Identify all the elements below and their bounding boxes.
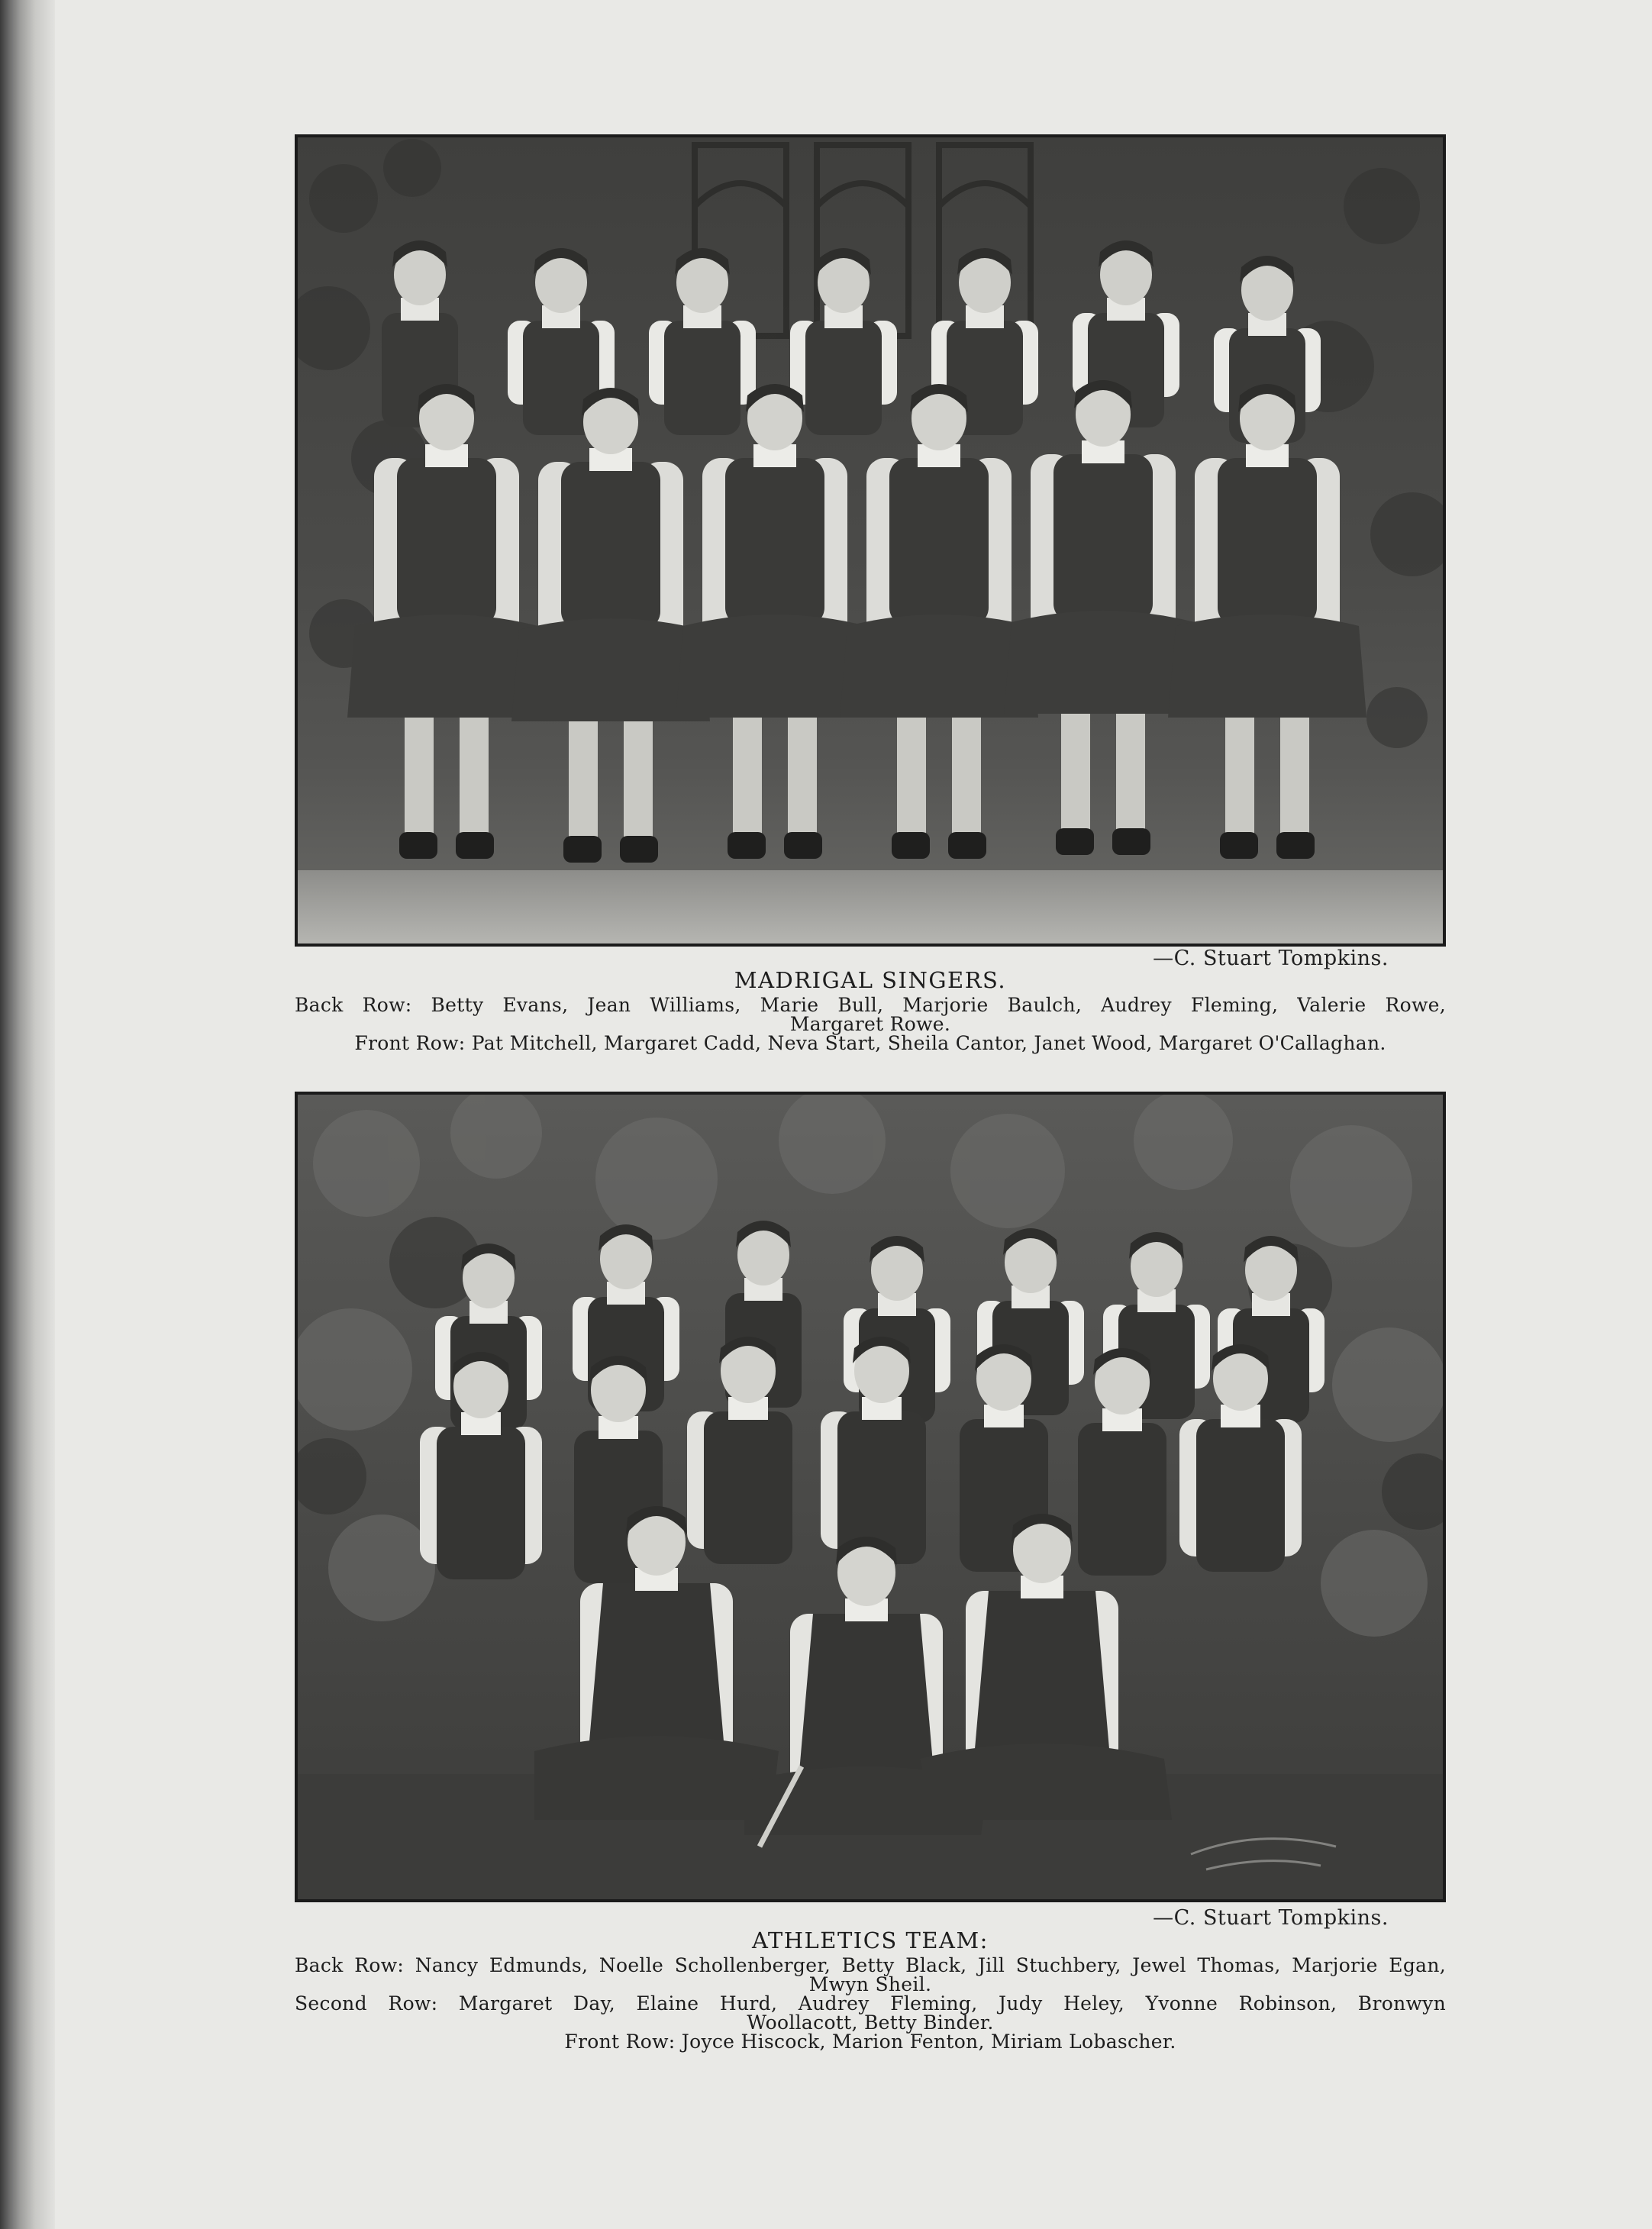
- athletics-photo-credit: —C. Stuart Tompkins.: [1153, 1906, 1389, 1930]
- athletics-team-photo: [295, 1092, 1446, 1902]
- madrigal-front-row: Front Row: Pat Mitchell, Margaret Cadd, Neva Start, Sheila Cantor, Janet Wood, Margaret O'Callaghan.: [354, 1032, 1386, 1054]
- athletics-second-row-line-2: Woollacott, Betty Binder.: [747, 2011, 994, 2034]
- athletics-team-photo-image: [298, 1095, 1443, 1899]
- athletics-back-row-line-2: Mwyn Sheil.: [808, 1973, 932, 1995]
- madrigal-singers-title: MADRIGAL SINGERS.: [734, 967, 1007, 993]
- madrigal-singers-photo: [295, 134, 1446, 947]
- athletics-team-title: ATHLETICS TEAM:: [752, 1927, 989, 1953]
- madrigal-back-row-line-1: Back Row: Betty Evans, Jean Williams, Marie Bull, Marjorie Baulch, Audrey Fleming, Valerie Rowe,: [295, 994, 1446, 1016]
- madrigal-singers-caption: [295, 968, 1446, 1053]
- madrigal-back-row-line-2: Margaret Rowe.: [789, 1013, 951, 1035]
- athletics-team-caption: [295, 1928, 1446, 2051]
- madrigal-photo-credit: —C. Stuart Tompkins.: [1153, 947, 1389, 970]
- athletics-back-row-line-1: Back Row: Nancy Edmunds, Noelle Schollenberger, Betty Black, Jill Stuchbery, Jewel Thomas, Marjorie Egan,: [295, 1954, 1446, 1976]
- athletics-front-row: Front Row: Joyce Hiscock, Marion Fenton, Miriam Lobascher.: [564, 2031, 1176, 2053]
- athletics-second-row-line-1: Second Row: Margaret Day, Elaine Hurd, Audrey Fleming, Judy Heley, Yvonne Robinson, Bronwyn: [295, 1992, 1446, 2014]
- madrigal-singers-photo-image: [298, 137, 1443, 944]
